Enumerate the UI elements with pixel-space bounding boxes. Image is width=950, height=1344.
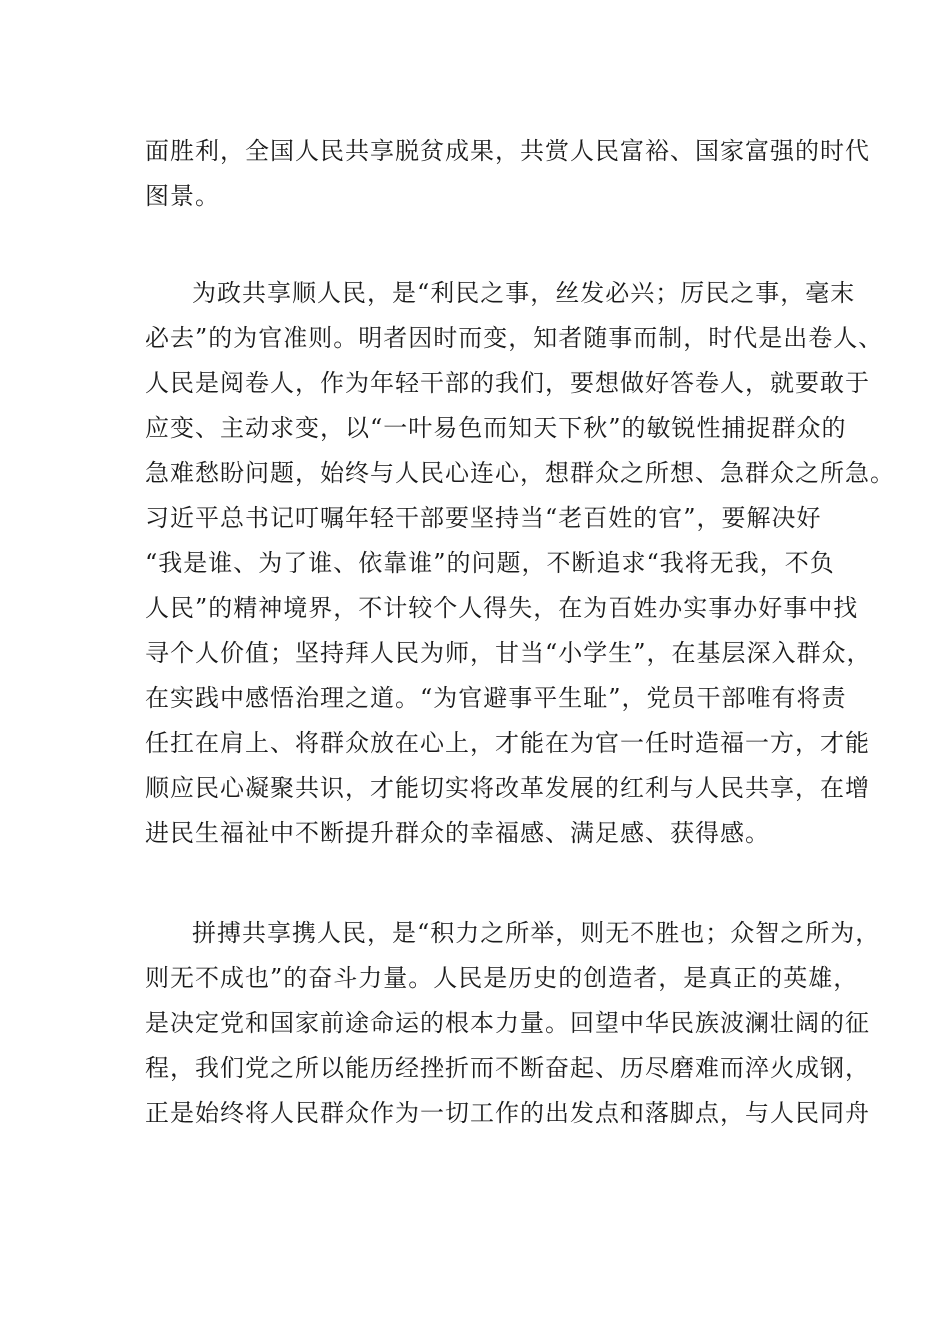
text-line: 是决定党和国家前途命运的根本力量。回望中华民族波澜壮阔的征 xyxy=(145,1009,870,1037)
text-line: 则无不成也”的奋斗力量。人民是历史的创造者，是真正的英雄， xyxy=(145,964,859,992)
text-line: 急难愁盼问题，始终与人民心连心，想群众之所想、急群众之所急。 xyxy=(145,459,895,487)
text-line: 在实践中感悟治理之道。“为官避事平生耻”，党员干部唯有将责 xyxy=(145,684,847,712)
text-line: 图景。 xyxy=(145,182,220,210)
text-line: 拼搏共享携人民，是“积力之所举，则无不胜也；众智之所为， xyxy=(192,919,881,947)
text-line: 面胜利，全国人民共享脱贫成果，共赏人民富裕、国家富强的时代 xyxy=(145,137,870,165)
text-line: 进民生福祉中不断提升群众的幸福感、满足感、获得感。 xyxy=(145,819,770,847)
text-line: 人民是阅卷人，作为年轻干部的我们，要想做好答卷人，就要敢于 xyxy=(145,369,870,397)
text-line: 顺应民心凝聚共识，才能切实将改革发展的红利与人民共享，在增 xyxy=(145,774,870,802)
text-line: 为政共享顺人民，是“利民之事，丝发必兴；厉民之事，毫末 xyxy=(192,279,856,307)
text-line: 习近平总书记叮嘱年轻干部要坚持当“老百姓的官”，要解决好 xyxy=(145,504,822,532)
text-line: 正是始终将人民群众作为一切工作的出发点和落脚点，与人民同舟 xyxy=(145,1099,870,1127)
text-line: 应变、主动求变，以“一叶易色而知天下秋”的敏锐性捕捉群众的 xyxy=(145,414,847,442)
text-line: 寻个人价值；坚持拜人民为师，甘当“小学生”，在基层深入群众， xyxy=(145,639,872,667)
text-line: 人民”的精神境界，不计较个人得失，在为百姓办实事办好事中找 xyxy=(145,594,859,622)
text-line: 程，我们党之所以能历经挫折而不断奋起、历尽磨难而淬火成钢， xyxy=(145,1054,870,1082)
text-line: “我是谁、为了谁、依靠谁”的问题，不断追求“我将无我，不负 xyxy=(145,549,835,577)
text-line: 任扛在肩上、将群众放在心上，才能在为官一任时造福一方，才能 xyxy=(145,729,870,757)
text-line: 必去”的为官准则。明者因时而变，知者随事而制，时代是出卷人、 xyxy=(145,324,884,352)
